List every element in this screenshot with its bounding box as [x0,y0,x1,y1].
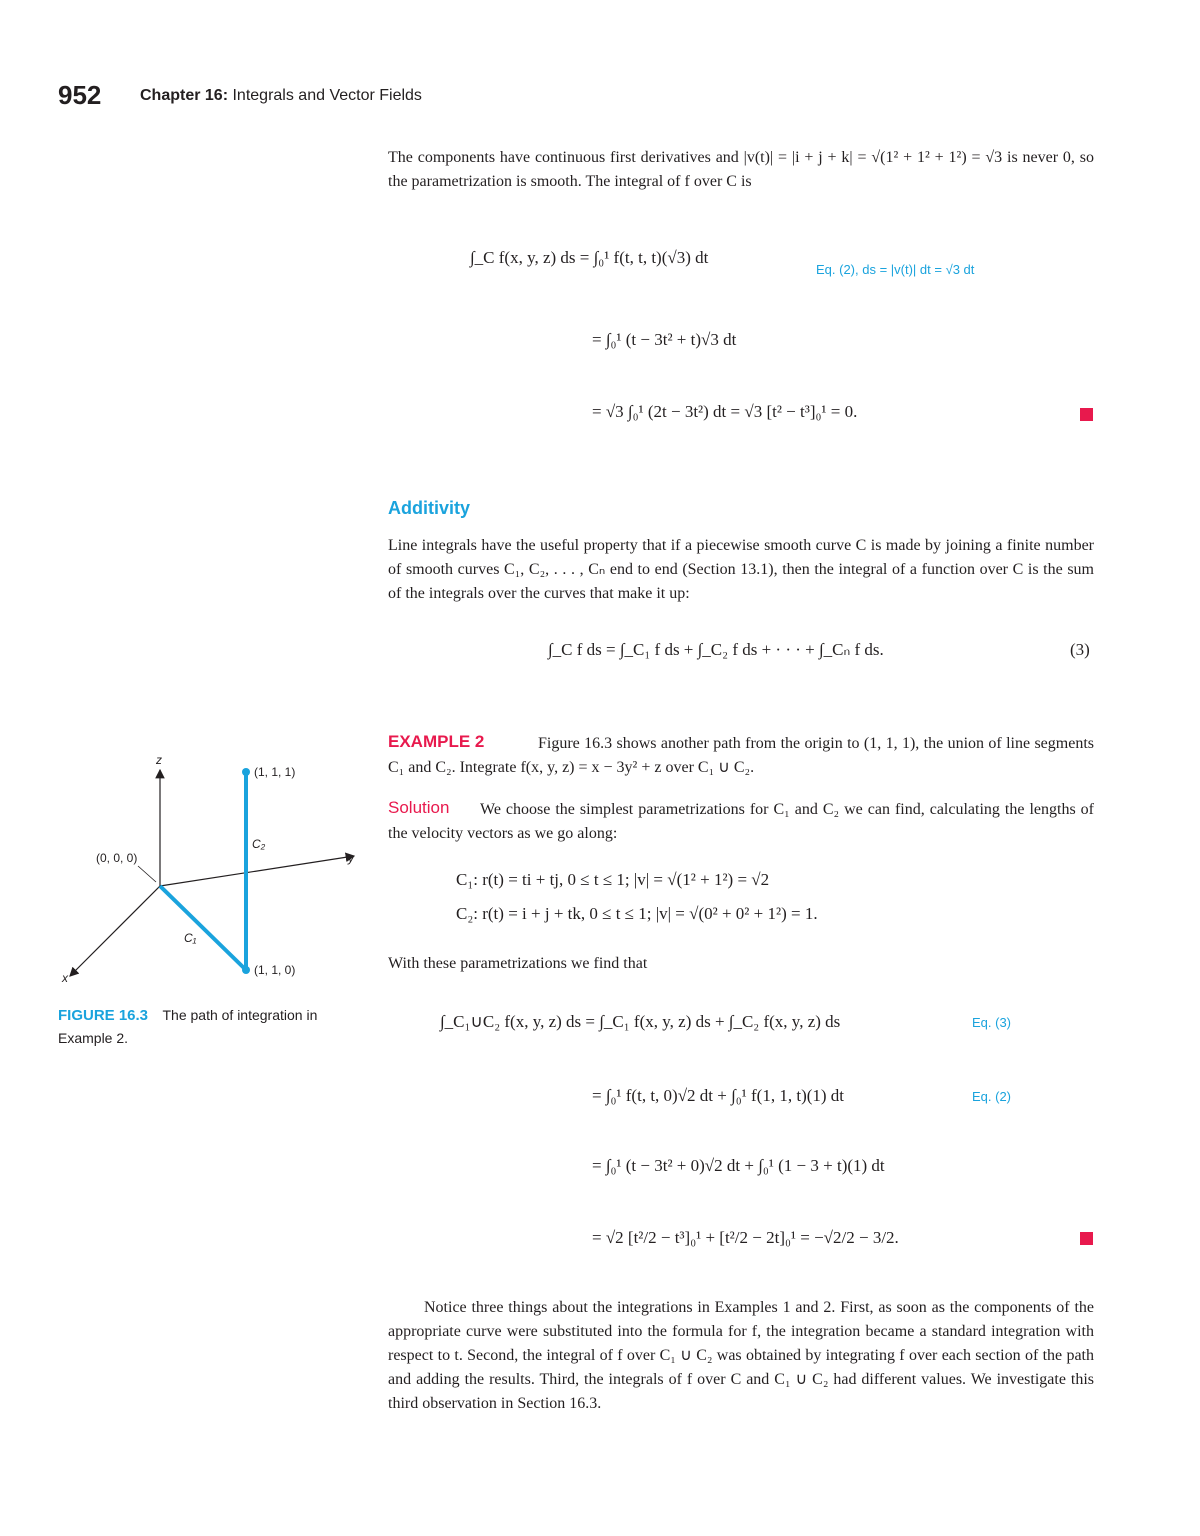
equation-number: (3) [1070,640,1090,659]
chapter-title: Integrals and Vector Fields [232,87,422,104]
parametrization-c1: C₁: r(t) = ti + tj, 0 ≤ t ≤ 1; |v| = √(1² + 1²) = √2 [456,870,770,889]
example2-statement: Figure 16.3 shows another path from the origin to (1, 1, 1), the union of line segments C₁ and C₂. Integrate f(x, y, z) = x − 3y² + z over C₁ ∪ C₂. [388,735,1094,776]
y-axis-label: y [348,851,354,865]
figure-caption [58,1004,368,1050]
page-number: 952 [58,80,102,110]
x-axis-label: x [62,971,68,985]
z-axis-label: z [156,753,162,767]
solution-text: We choose the simplest parametrizations for C₁ and C₂ we can find, calculating the lengths of the velocity vectors as we go along: [388,801,1094,842]
example2-eq2: = ∫₀¹ f(t, t, 0)√2 dt + ∫₀¹ f(1, 1, t)(1) dt [592,1086,845,1105]
figure-label: FIGURE 16.3 [58,1007,149,1024]
intro-paragraph: The components have continuous first derivatives and |v(t)| = |i + j + k| = √(1² + 1² + 1²) = √3 is never 0, so the parametrization is smooth. The integral of f over C is [388,149,1094,190]
with-text: With these parametrizations we find that [388,955,648,972]
c1-label: C₁ [184,931,197,945]
point-top-label: (1, 1, 1) [254,765,296,779]
point-bottom-label: (1, 1, 0) [254,963,296,977]
solution-label: Solution [388,798,450,817]
chapter-label: Chapter 16: [140,87,229,104]
x-axis [70,886,160,976]
example1-eq-line2: = ∫₀¹ (t − 3t² + t)√3 dt [592,330,737,349]
example2-eq3: = ∫₀¹ (t − 3t² + 0)√2 dt + ∫₀¹ (1 − 3 + t)(1) dt [592,1156,885,1175]
section-heading-additivity: Additivity [388,498,471,518]
example2-eq2-note: Eq. (2) [972,1089,1012,1104]
end-of-example-marker [1080,1232,1093,1245]
additivity-paragraph: Line integrals have the useful property that if a piecewise smooth curve C is made by joining a finite number of smooth curves C₁, C₂, . . . , Cₙ end to end (Section 13.1), then the integral of a function over C is the sum of the integrals over the curves that make it up: [388,537,1094,602]
example2-label: EXAMPLE 2 [388,732,485,751]
example2-block [388,732,1094,780]
example2-eq4: = √2 [t²/2 − t³]₀¹ + [t²/2 − 2t]₀¹ = −√2/2 − 3/2. [592,1228,899,1247]
running-head [140,87,422,105]
path-c1 [160,886,244,968]
solution-block [388,798,1094,846]
end-of-example-marker [1080,408,1093,421]
origin-leader [138,866,156,882]
figure-caption-text: The path of integration in Example 2. [58,1007,318,1046]
c2-label: C₂ [252,837,266,851]
closing-paragraph: Notice three things about the integrations in Examples 1 and 2. First, as soon as the components of the appropriate curve were substituted into the formula for f, the integration became a standard integration with respect to t. Second, the integral of f over C₁ ∪ C₂ was obtained by integrating f over each section of the path and adding the results. Third, the integrals of f over C and C₁ ∪ C₂ had different values. We investigate this third observation in Section 16.3. [388,1299,1094,1412]
point-top-dot [242,768,250,776]
origin-label: (0, 0, 0) [96,851,138,865]
figure-16-3 [56,748,376,988]
example1-eq-note: Eq. (2), ds = |v(t)| dt = √3 dt [816,262,975,277]
parametrization-c2: C₂: r(t) = i + j + tk, 0 ≤ t ≤ 1; |v| = √(0² + 0² + 1²) = 1. [456,904,818,923]
example2-eq1: ∫_C₁∪C₂ f(x, y, z) ds = ∫_C₁ f(x, y, z) ds + ∫_C₂ f(x, y, z) ds [440,1012,841,1031]
additivity-equation: ∫_C f ds = ∫_C₁ f ds + ∫_C₂ f ds + · · · + ∫_Cₙ f ds. [548,640,884,659]
example1-eq-line1: ∫_C f(x, y, z) ds = ∫₀¹ f(t, t, t)(√3) dt [470,248,709,267]
y-axis [160,856,354,886]
point-bottom-dot [242,966,250,974]
example1-eq-line3: = √3 ∫₀¹ (2t − 3t²) dt = √3 [t² − t³]₀¹ = 0. [592,402,858,421]
example2-eq1-note: Eq. (3) [972,1015,1012,1030]
